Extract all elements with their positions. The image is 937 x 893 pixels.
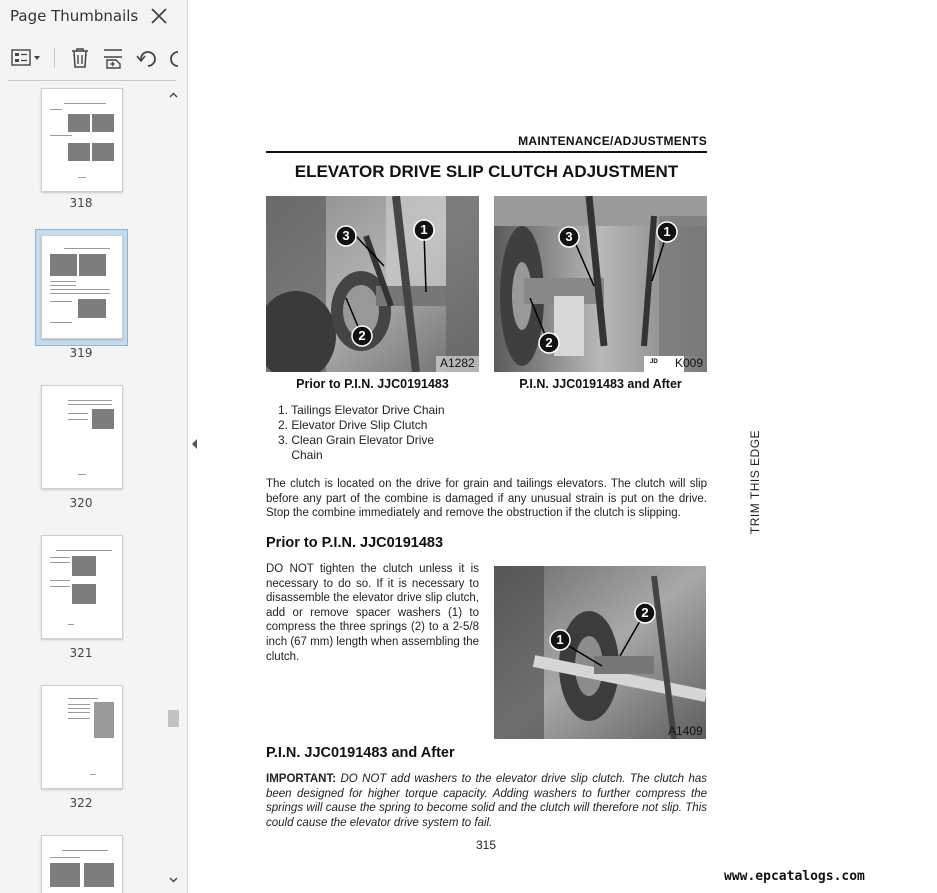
callout-3: 3 — [342, 228, 350, 243]
figure-code: K009 — [675, 356, 704, 370]
collapse-panel-icon[interactable] — [190, 436, 200, 452]
thumbnail-label: 322 — [69, 796, 93, 810]
callout-1: 1 — [420, 222, 428, 237]
chevron-up-icon[interactable] — [168, 90, 179, 101]
callout-legend — [278, 403, 468, 463]
thumbnail-page-321[interactable] — [41, 535, 123, 639]
legend-item: 3. Clean Grain Elevator Drive — [278, 433, 435, 447]
thumbnail-toolbar — [0, 42, 187, 76]
thumbnail-page-320[interactable] — [41, 385, 123, 489]
page-number: 315 — [475, 838, 497, 852]
trim-edge-label: TRIM THIS EDGE — [748, 429, 762, 535]
scrollbar-handle[interactable] — [168, 710, 179, 727]
intro-paragraph: The clutch is located on the drive for grain and tailings elevators. The clutch will slip before any part of the combine is damaged if any unusual strain is put on the drive. Stop the combine immediately and remove the obstruction if the clutch is slipping. — [266, 478, 707, 520]
callout-1: 1 — [663, 224, 671, 239]
close-icon[interactable] — [148, 5, 170, 27]
page-thumbnails-panel — [0, 0, 188, 893]
callout-3: 3 — [565, 229, 573, 244]
thumbnail-page-322[interactable] — [41, 685, 123, 789]
section-header: MAINTENANCE/ADJUSTMENTS — [518, 134, 707, 148]
important-label: IMPORTANT: — [266, 773, 337, 785]
thumbnail-page-318[interactable] — [41, 88, 123, 192]
thumbnail-label: 320 — [69, 496, 93, 510]
section-heading-after: P.I.N. JJC0191483 and After — [266, 745, 455, 761]
figure-caption: Prior to P.I.N. JJC0191483 — [296, 377, 449, 391]
legend-item: 2. Elevator Drive Slip Clutch — [278, 418, 428, 432]
thumbnail-label: 318 — [69, 196, 93, 210]
section-text-prior: DO NOT tighten the clutch unless it is necessary to do so. If it is necessary to disassemble the elevator drive slip clutch, add or remove spacer washers (1) to compress the three springs (2) to a 2-5/8 inch (67 mm) length when assembling the clutch. — [266, 563, 479, 663]
panel-header — [0, 0, 187, 34]
chevron-down-icon[interactable] — [168, 874, 179, 885]
important-note — [266, 772, 707, 830]
important-text: DO NOT add washers to the elevator drive slip clutch. The clutch has been designed for higher torque capacity. Adding washers to further compress the springs will cause the spring to become solid and the clutch will therefore not slip. This could cause the elevator drive system to fail. — [266, 773, 708, 829]
figure-code: A1409 — [668, 724, 703, 738]
thumbnail-label: 319 — [69, 346, 93, 360]
figure-callouts-after — [494, 196, 707, 372]
figure-callouts-prior — [266, 196, 479, 372]
more-tools-icon[interactable] — [168, 46, 180, 70]
toolbar-divider — [8, 80, 176, 81]
legend-item: Chain — [278, 448, 323, 462]
watermark: www.epcatalogs.com — [724, 869, 865, 884]
figure-stamp: JD — [650, 359, 658, 365]
callout-2: 2 — [358, 328, 366, 343]
thumbnail-page-next[interactable] — [41, 835, 123, 893]
legend-item: 1. Tailings Elevator Drive Chain — [278, 403, 445, 417]
panel-title: Page Thumbnails — [10, 7, 139, 25]
page-title: ELEVATOR DRIVE SLIP CLUTCH ADJUSTMENT — [294, 162, 679, 181]
header-rule — [266, 151, 707, 153]
figure-caption: P.I.N. JJC0191483 and After — [519, 377, 682, 391]
callout-2: 2 — [545, 335, 553, 350]
figure-callouts-clutch — [494, 566, 706, 739]
delete-page-icon[interactable] — [68, 46, 92, 70]
thumbnail-label: 321 — [69, 646, 93, 660]
section-heading-prior: Prior to P.I.N. JJC0191483 — [266, 535, 444, 551]
rotate-page-icon[interactable] — [135, 46, 159, 70]
thumbnail-options-icon[interactable] — [10, 46, 44, 70]
extract-pages-icon[interactable] — [101, 46, 125, 70]
figure-code: A1282 — [440, 356, 475, 370]
callout-2: 2 — [641, 605, 649, 620]
callout-1: 1 — [556, 632, 564, 647]
thumbnail-scrollbar[interactable] — [165, 84, 182, 893]
thumbnail-page-319[interactable] — [41, 235, 123, 339]
thumbnail-list — [0, 84, 165, 893]
